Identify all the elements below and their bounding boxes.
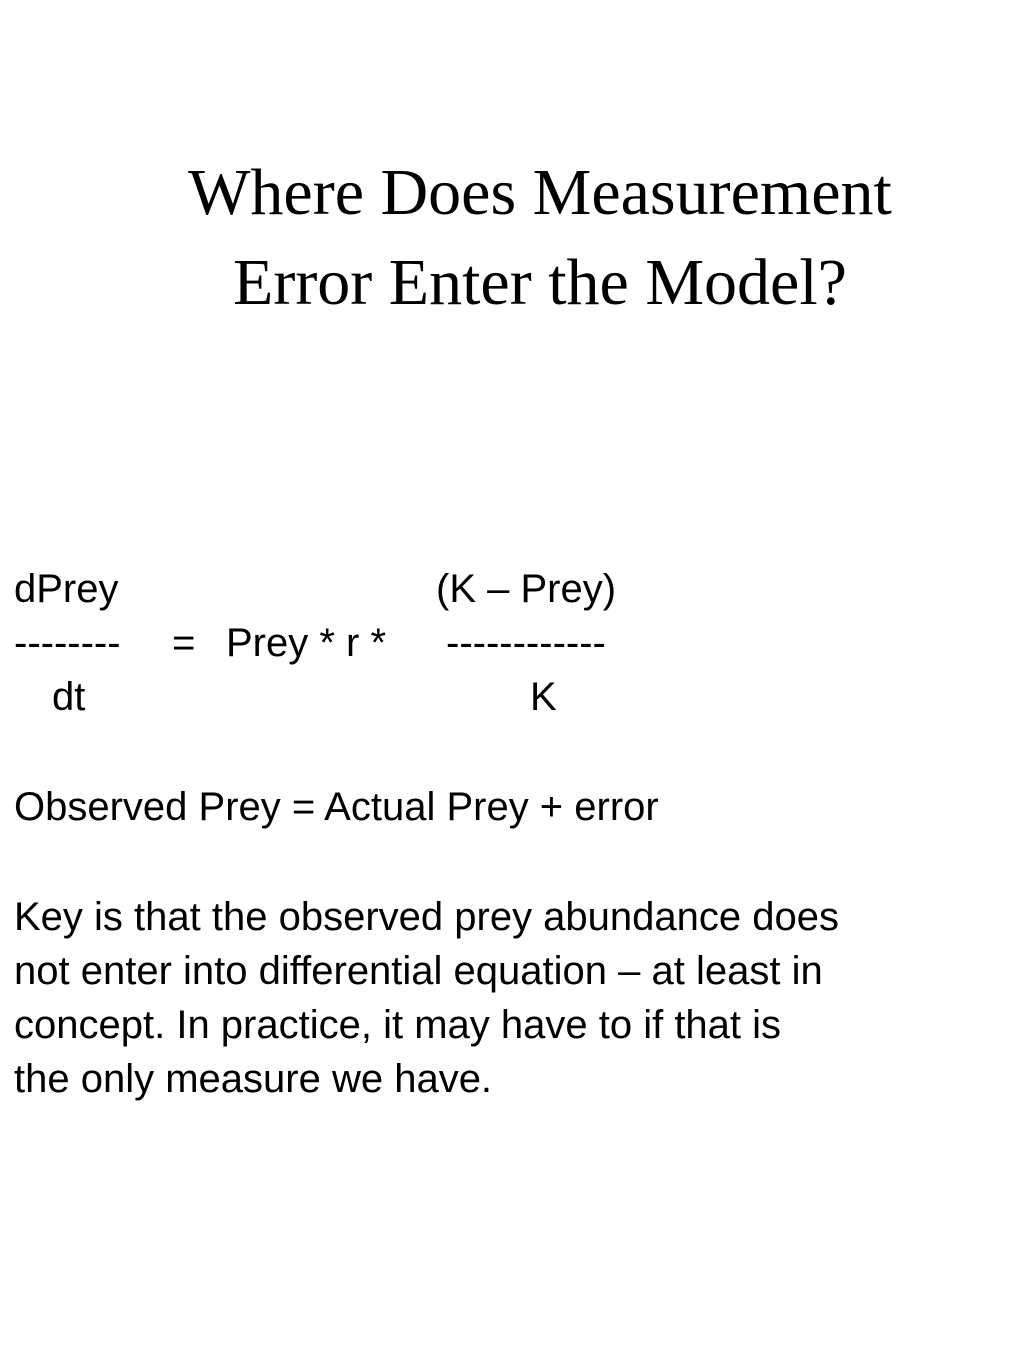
equation-lhs-fraction-bar: -------- [14, 621, 121, 665]
explanation-line-4: the only measure we have. [14, 1057, 493, 1101]
slide-title [40, 148, 1024, 328]
equation-lhs-denominator: dt [52, 675, 86, 719]
equation-rhs-denominator: K [530, 675, 557, 719]
explanation-line-1: Key is that the observed prey abundance does [14, 895, 839, 939]
equation-rhs-numerator: (K – Prey) [436, 567, 617, 611]
explanation-paragraph [14, 890, 1004, 1106]
equation-equals-sign: = [172, 621, 196, 665]
title-line-2: Error Enter the Model? [233, 246, 847, 319]
explanation-line-3: concept. In practice, it may have to if that is [14, 1003, 782, 1047]
observation-equation: Observed Prey = Actual Prey + error [14, 785, 659, 829]
equation-rhs-factor: Prey * r * [226, 621, 387, 665]
equation-rhs-fraction-bar: ------------ [446, 621, 606, 665]
equation-lhs-numerator: dPrey [14, 567, 119, 611]
title-line-1: Where Does Measurement [188, 156, 892, 229]
explanation-line-2: not enter into differential equation – at least in [14, 949, 823, 993]
